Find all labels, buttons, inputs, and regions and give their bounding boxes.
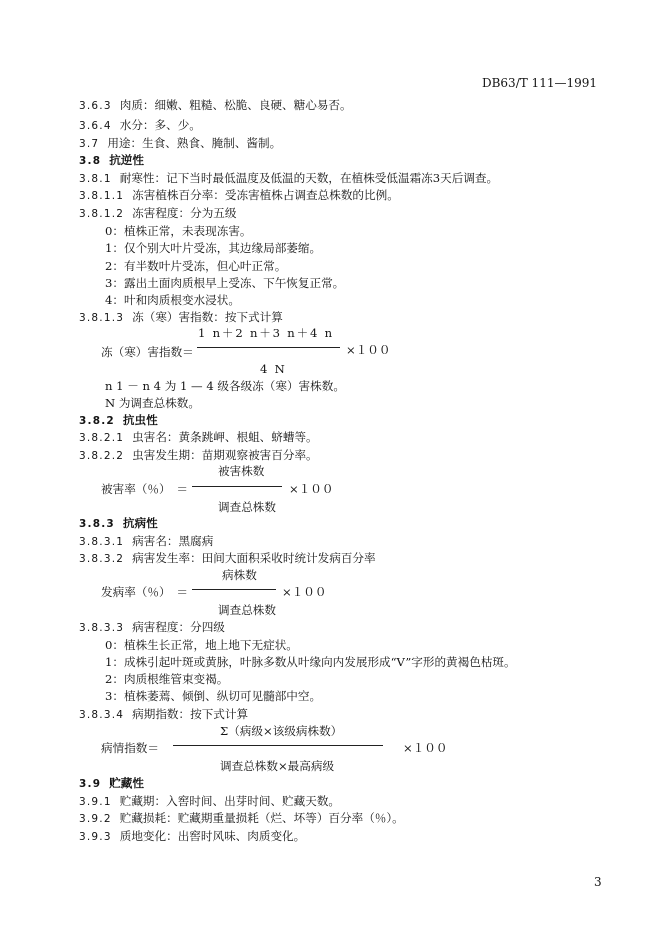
formula-label: 发病率（％） ＝ (101, 585, 188, 599)
disease-grade-item: 1：成株引起叶斑或黄脉，叶脉多数从叶缘向内发展形成“V”字形的黄褐色枯斑。 (105, 655, 516, 669)
clause-number: 3.8.1.1 (79, 190, 125, 202)
clause-number: 3.8.3.2 (79, 553, 125, 565)
clause-number: 3.6.4 (79, 120, 112, 132)
section-heading-3-8-2 (79, 413, 158, 428)
formula-denominator: 调查总株数 (218, 603, 276, 617)
page-number: 3 (594, 875, 602, 889)
clause-text: 冻（寒）害指数：按下式计算 (132, 310, 283, 324)
formula-denominator: 4 N (260, 362, 287, 376)
section-title: 贮藏性 (109, 776, 144, 790)
clause-number: 3.9.3 (79, 831, 112, 843)
clause-text: 虫害发生期：苗期观察被害百分率。 (132, 448, 318, 462)
clause-3-6-4 (79, 118, 201, 133)
clause-number: 3.8.1.3 (79, 312, 125, 324)
clause-text: 病害程度：分四级 (132, 620, 225, 634)
clause-3-8-3-1 (79, 534, 213, 549)
fraction-bar (173, 745, 383, 746)
frost-grade-item: 0：植株正常，未表现冻害。 (105, 224, 252, 238)
clause-number: 3.7 (79, 138, 100, 150)
clause-3-8-1-1 (79, 188, 399, 203)
frost-grade-item: 2：有半数叶片受冻，但心叶正常。 (105, 259, 287, 273)
clause-text: 质地变化：出窖时风味、肉质变化。 (119, 829, 306, 843)
clause-text: 冻害植株百分率：受冻害植株占调查总株数的比例。 (132, 188, 399, 202)
clause-number: 3.9.1 (79, 796, 112, 808)
clause-text: 贮藏期：入窖时间、出芽时间、贮藏天数。 (119, 794, 341, 808)
disease-grade-item: 3：植株萎蔫、倾倒、纵切可见髓部中空。 (105, 689, 322, 703)
clause-number: 3.8.2.1 (79, 432, 125, 444)
section-title: 抗虫性 (122, 413, 158, 427)
section-number: 3.8.3 (79, 518, 115, 530)
frost-grade-item: 3：露出土面肉质根早上受冻、下午恢复正常。 (105, 276, 345, 290)
clause-3-8-3-3 (79, 620, 225, 635)
clause-number: 3.8.1.2 (79, 208, 125, 220)
formula-multiplier: ×１００ (282, 585, 327, 599)
fraction-bar (192, 486, 282, 487)
formula-numerator: Σ（病级×该级病株数） (220, 724, 343, 738)
clause-number: 3.8.3.1 (79, 536, 125, 548)
clause-3-8-3-2 (79, 551, 376, 566)
clause-number: 3.8.1 (79, 173, 112, 185)
frost-grade-item: 1：仅个别大叶片受冻，其边缘局部萎缩。 (105, 241, 322, 255)
clause-number: 3.9.2 (79, 813, 112, 825)
clause-text: 贮藏损耗：贮藏期重量损耗（烂、坏等）百分率（％）。 (119, 811, 404, 825)
section-heading-3-8 (79, 153, 144, 168)
formula-multiplier: ×１００ (346, 343, 391, 357)
formula-multiplier: ×１００ (403, 741, 448, 755)
fraction-bar (197, 347, 340, 348)
clause-3-8-1 (79, 171, 498, 186)
formula-label: 被害率（％） ＝ (101, 482, 188, 496)
formula-label: 冻（寒）害指数＝ (101, 345, 194, 359)
formula-note: N 为调查总株数。 (105, 396, 200, 410)
formula-label: 病情指数＝ (101, 741, 159, 755)
clause-3-9-2 (79, 811, 404, 826)
clause-3-8-1-2 (79, 206, 237, 221)
clause-text: 病期指数：按下式计算 (132, 707, 249, 721)
clause-number: 3.8.3.3 (79, 622, 125, 634)
formula-multiplier: ×１００ (289, 482, 334, 496)
clause-number: 3.6.3 (79, 100, 112, 112)
section-heading-3-9 (79, 776, 144, 791)
clause-text: 病害名：黑腐病 (132, 534, 214, 548)
clause-3-8-1-3 (79, 310, 283, 325)
clause-3-9-3 (79, 829, 305, 844)
clause-3-8-2-1 (79, 430, 318, 445)
formula-denominator: 调查总株数 (218, 500, 276, 514)
clause-text: 病害发生率：田间大面积采收时统计发病百分率 (132, 551, 376, 565)
formula-denominator: 调查总株数×最高病级 (220, 759, 335, 773)
formula-numerator: 被害株数 (218, 464, 265, 478)
formula-numerator: 病株数 (222, 568, 257, 582)
clause-text: 耐寒性：记下当时最低温度及低温的天数，在植株受低温霜冻3天后调查。 (119, 171, 499, 185)
clause-text: 肉质：细嫩、粗糙、松脆、良硬、糖心易否。 (119, 98, 352, 112)
clause-3-9-1 (79, 794, 340, 809)
clause-3-8-2-2 (79, 448, 318, 463)
frost-grade-item: 4：叶和肉质根变水浸状。 (105, 293, 240, 307)
formula-numerator: 1 n＋2 n＋3 n＋4 n (198, 326, 334, 340)
disease-grade-item: 2：肉质根维管束变褐。 (105, 672, 229, 686)
fraction-bar (192, 589, 276, 590)
section-title: 抗病性 (122, 516, 158, 530)
clause-number: 3.8.2.2 (79, 450, 125, 462)
standard-code-header: DB63/T 111—1991 (481, 76, 597, 90)
clause-text: 虫害名：黄条跳岬、根蛆、蛴螬等。 (132, 430, 318, 444)
clause-3-7 (79, 136, 281, 151)
section-number: 3.8.2 (79, 415, 115, 427)
section-heading-3-8-3 (79, 516, 158, 531)
formula-note: n 1 － n 4 为 1 — 4 级各级冻（寒）害株数。 (105, 379, 345, 393)
clause-number: 3.8.3.4 (79, 709, 125, 721)
section-number: 3.8 (79, 155, 102, 167)
clause-text: 水分：多、少。 (119, 118, 201, 132)
clause-3-8-3-4 (79, 707, 248, 722)
clause-text: 冻害程度：分为五级 (132, 206, 237, 220)
clause-3-6-3 (79, 98, 352, 113)
section-number: 3.9 (79, 778, 102, 790)
section-title: 抗逆性 (109, 153, 144, 167)
disease-grade-item: 0：植株生长正常，地上地下无症状。 (105, 638, 298, 652)
clause-text: 用途：生食、熟食、腌制、酱制。 (107, 136, 282, 150)
